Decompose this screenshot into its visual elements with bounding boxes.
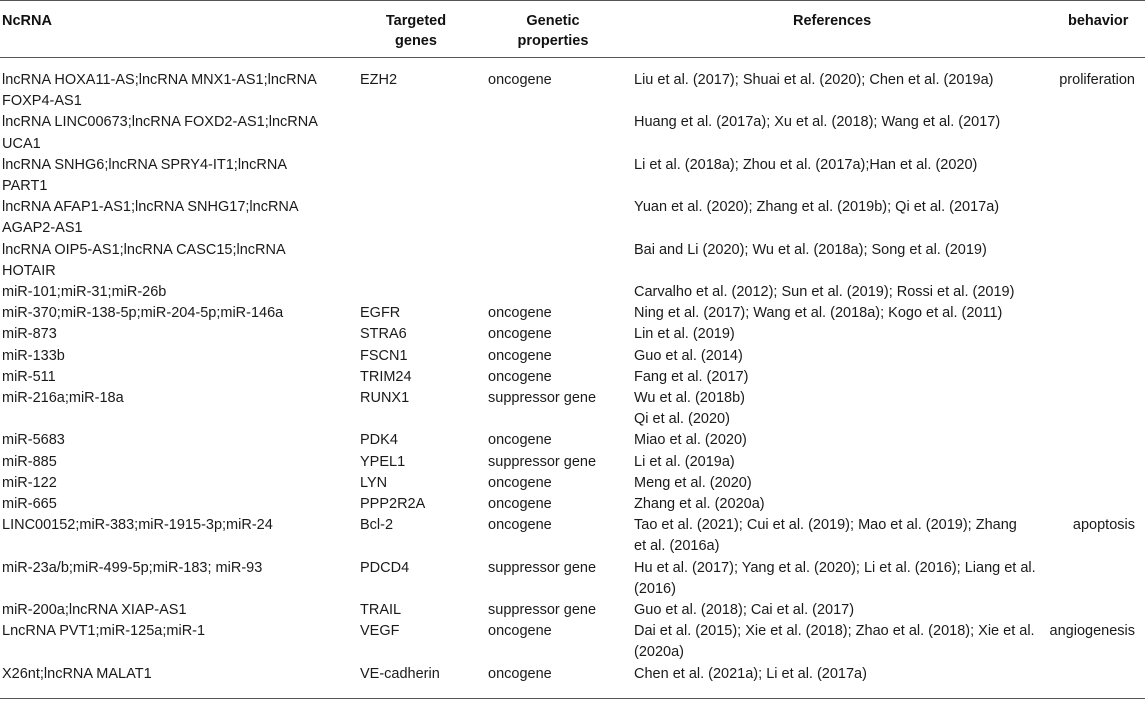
behavior-cell: proliferation [1059, 72, 1135, 88]
targeted-gene-cell: RUNX1 [360, 390, 410, 406]
reference-cell: (2016) [634, 580, 676, 597]
header-genetic-properties-line2: properties [517, 33, 589, 49]
ncrna-cell: LncRNA PVT1;miR-125a;miR-1 [2, 623, 206, 640]
targeted-gene-cell: EZH2 [360, 72, 398, 88]
header-targeted-genes-line2: genes [395, 33, 437, 49]
ncrna-cell: miR-133b [2, 347, 65, 364]
ncrna-cell: lncRNA OIP5-AS1;lncRNA CASC15;lncRNA [2, 241, 286, 258]
behavior-cell: angiogenesis [1049, 623, 1135, 640]
table-bottom-rule [0, 698, 1145, 699]
targeted-gene-cell: EGFR [360, 305, 401, 322]
genetic-property-cell: oncogene [488, 623, 552, 640]
header-genetic-properties-line1: Genetic [526, 13, 580, 29]
genetic-property-cell: oncogene [488, 347, 552, 364]
reference-cell: Tao et al. (2021); Cui et al. (2019); Mao et al. (2019); Zhang [634, 517, 1017, 534]
genetic-property-cell: suppressor gene [488, 453, 597, 470]
reference-cell: Qi et al. (2020) [634, 411, 730, 428]
reference-cell: Fang et al. (2017) [634, 368, 749, 385]
ncrna-cell: lncRNA SNHG6;lncRNA SPRY4-IT1;lncRNA [2, 156, 287, 173]
reference-cell: Li et al. (2019a) [634, 453, 735, 470]
reference-cell: Miao et al. (2020) [634, 432, 747, 449]
reference-cell: Meng et al. (2020) [634, 474, 752, 491]
reference-cell: Carvalho et al. (2012); Sun et al. (2019); Rossi et al. (2019) [634, 284, 1015, 300]
ncrna-cell: miR-873 [2, 326, 57, 343]
targeted-gene-cell: YPEL1 [360, 453, 406, 470]
ncrna-cell: lncRNA LINC00673;lncRNA FOXD2-AS1;lncRNA [2, 114, 318, 131]
genetic-property-cell: oncogene [488, 432, 552, 449]
ncrna-cell: lncRNA HOXA11-AS;lncRNA MNX1-AS1;lncRNA [2, 72, 317, 88]
ncrna-cell: miR-122 [2, 474, 57, 491]
ncrna-cell: X26nt;lncRNA MALAT1 [2, 665, 152, 682]
header-ncrna: NcRNA [2, 13, 52, 29]
reference-cell: et al. (2016a) [634, 538, 720, 555]
targeted-gene-cell: TRAIL [360, 602, 402, 618]
reference-cell: Dai et al. (2015); Xie et al. (2018); Zhao et al. (2018); Xie et al. [634, 623, 1035, 640]
header-behavior: behavior [1068, 13, 1129, 29]
header-references: References [793, 13, 872, 29]
reference-cell: Guo et al. (2014) [634, 347, 743, 364]
ncrna-cell: miR-885 [2, 453, 57, 470]
genetic-property-cell: oncogene [488, 474, 552, 491]
reference-cell: Bai and Li (2020); Wu et al. (2018a); Song et al. (2019) [634, 241, 987, 258]
targeted-gene-cell: PDK4 [360, 432, 398, 449]
ncrna-cell: miR-665 [2, 496, 57, 512]
targeted-gene-cell: PPP2R2A [360, 496, 426, 512]
genetic-property-cell: suppressor gene [488, 390, 597, 406]
behavior-cell: apoptosis [1072, 517, 1135, 534]
genetic-property-cell: oncogene [488, 665, 552, 682]
genetic-property-cell: oncogene [488, 326, 552, 343]
reference-cell: Chen et al. (2021a); Li et al. (2017a) [634, 665, 867, 682]
targeted-gene-cell: VEGF [360, 623, 400, 640]
genetic-property-cell: oncogene [488, 72, 552, 88]
reference-cell: (2020a) [634, 644, 684, 661]
ncrna-cell: AGAP2-AS1 [2, 220, 83, 237]
reference-cell: Li et al. (2018a); Zhou et al. (2017a);Han et al. (2020) [634, 156, 978, 173]
reference-cell: Huang et al. (2017a); Xu et al. (2018); Wang et al. (2017) [634, 114, 1001, 131]
header-targeted-genes-line1: Targeted [385, 13, 447, 29]
genetic-property-cell: suppressor gene [488, 559, 597, 576]
targeted-gene-cell: LYN [360, 474, 388, 491]
ncrna-cell: HOTAIR [2, 262, 56, 279]
targeted-gene-cell: VE-cadherin [360, 665, 440, 682]
targeted-gene-cell: STRA6 [360, 326, 407, 343]
targeted-gene-cell: PDCD4 [360, 559, 410, 576]
ncrna-cell: miR-5683 [2, 432, 65, 449]
genetic-property-cell: suppressor gene [488, 602, 597, 618]
ncrna-cell: miR-216a;miR-18a [2, 390, 124, 406]
genetic-property-cell: oncogene [488, 368, 552, 385]
ncrna-cell: miR-23a/b;miR-499-5p;miR-183; miR-93 [2, 559, 263, 576]
reference-cell: Lin et al. (2019) [634, 326, 735, 343]
ncrna-cell: PART1 [2, 178, 48, 194]
reference-cell: Ning et al. (2017); Wang et al. (2018a); Kogo et al. (2011) [634, 305, 1003, 322]
ncrna-cell: lncRNA AFAP1-AS1;lncRNA SNHG17;lncRNA [2, 199, 299, 216]
reference-cell: Guo et al. (2018); Cai et al. (2017) [634, 602, 855, 618]
genetic-property-cell: oncogene [488, 517, 552, 534]
targeted-gene-cell: TRIM24 [360, 368, 412, 385]
ncrna-cell: LINC00152;miR-383;miR-1915-3p;miR-24 [2, 517, 273, 534]
ncrna-cell: FOXP4-AS1 [2, 93, 82, 110]
targeted-gene-cell: FSCN1 [360, 347, 408, 364]
ncrna-cell: UCA1 [2, 135, 41, 152]
reference-cell: Wu et al. (2018b) [634, 390, 745, 406]
genetic-property-cell: oncogene [488, 496, 552, 512]
reference-cell: Liu et al. (2017); Shuai et al. (2020); Chen et al. (2019a) [634, 72, 994, 88]
ncrna-cell: miR-511 [2, 368, 56, 385]
reference-cell: Zhang et al. (2020a) [634, 496, 765, 512]
ncrna-cell: miR-200a;lncRNA XIAP-AS1 [2, 602, 187, 618]
ncrna-cell: miR-101;miR-31;miR-26b [2, 284, 167, 300]
genetic-property-cell: oncogene [488, 305, 552, 322]
reference-cell: Hu et al. (2017); Yang et al. (2020); Li et al. (2016); Liang et al. [634, 559, 1036, 576]
ncrna-cell: miR-370;miR-138-5p;miR-204-5p;miR-146a [2, 305, 284, 322]
targeted-gene-cell: Bcl-2 [360, 517, 394, 534]
reference-cell: Yuan et al. (2020); Zhang et al. (2019b); Qi et al. (2017a) [634, 199, 1000, 216]
